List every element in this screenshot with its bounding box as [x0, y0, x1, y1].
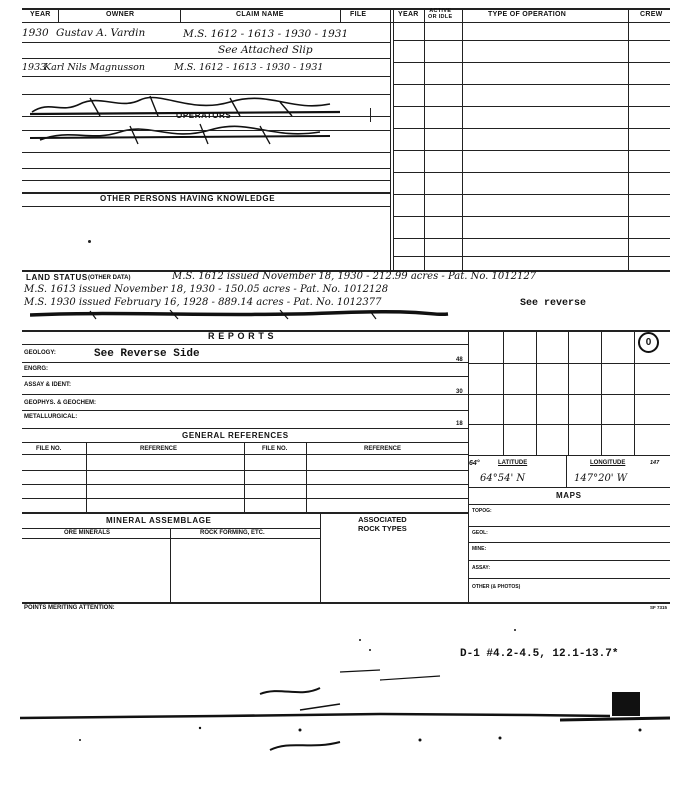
engrg-label: ENGRG:	[24, 366, 48, 372]
owner-name-2: Karl Nils Magnusson	[44, 62, 145, 73]
latitude-value: 64°54' N	[480, 473, 526, 484]
mineral-assemblage-title: MINERAL ASSEMBLAGE	[106, 516, 212, 525]
report-number-18: 18	[456, 421, 463, 427]
header-year: YEAR	[30, 11, 51, 18]
see-reverse-note: See reverse	[520, 298, 587, 309]
land-status-line-1: M.S. 1612 issued November 18, 1930 - 212.99 acres - Pat. No. 1012127	[172, 271, 537, 282]
longitude-value: 147°20' W	[574, 473, 628, 484]
crossed-out-land-line	[30, 308, 450, 320]
scan-artifacts	[0, 600, 678, 809]
owner-claim-2: M.S. 1612 - 1613 - 1930 - 1931	[174, 62, 324, 73]
circled-number: 0	[638, 332, 659, 353]
longitude-prefix: 147	[650, 460, 660, 466]
maps-mine-label: MINE:	[472, 546, 487, 552]
ref-col-reference: REFERENCE	[140, 446, 178, 452]
maps-topog-label: TOPOG:	[472, 508, 492, 514]
latitude-label: LATITUDE	[498, 460, 528, 466]
header-crew: CREW	[640, 11, 663, 18]
geology-label: GEOLOGY:	[24, 350, 56, 356]
report-number-30: 30	[456, 389, 463, 395]
operators-label: OPERATORS	[176, 111, 232, 120]
owner-year-1: 1930	[22, 27, 49, 39]
land-status-line-2: M.S. 1613 issued November 18, 1930 - 150.05 acres - Pat. No. 1012128	[24, 284, 389, 295]
geology-value: See Reverse Side	[94, 348, 200, 360]
longitude-label: LONGITUDE	[590, 460, 626, 466]
maps-other-label: OTHER (& PHOTOS)	[472, 584, 521, 590]
ref-col-file-no: FILE NO.	[36, 446, 62, 452]
header-claim-name: CLAIM NAME	[236, 11, 284, 18]
rock-forming-label: ROCK FORMING, ETC.	[200, 530, 265, 536]
maps-assay-label: ASSAY:	[472, 565, 491, 571]
form-number: SF 7315	[650, 605, 668, 610]
land-status-sublabel: (OTHER DATA)	[88, 275, 131, 281]
crossed-out-operator-signatures	[30, 92, 350, 152]
ref-col-reference-2: REFERENCE	[364, 446, 402, 452]
header-owner: OWNER	[106, 11, 135, 18]
reports-title: R E P O R T S	[208, 331, 275, 341]
header-file: FILE	[350, 11, 367, 18]
owner-note: See Attached Slip	[218, 44, 313, 56]
geophys-geochem-label: GEOPHYS. & GEOCHEM:	[24, 400, 97, 406]
general-references-title: GENERAL REFERENCES	[182, 431, 289, 440]
report-number-48: 48	[456, 357, 463, 363]
maps-title: MAPS	[556, 491, 582, 500]
land-status-line-3: M.S. 1930 issued February 16, 1928 - 889.14 acres - Pat. No. 1012377	[24, 297, 382, 308]
land-status-label: LAND STATUS	[26, 273, 88, 282]
latitude-prefix: 64°	[469, 460, 480, 467]
ore-minerals-label: ORE MINERALS	[64, 530, 111, 536]
header-year-2: YEAR	[398, 11, 419, 18]
ref-col-file-no-2: FILE NO.	[262, 446, 288, 452]
metallurgical-label: METALLURGICAL:	[24, 414, 78, 420]
header-active-or-idle: ACTIVE OR IDLE	[428, 8, 453, 20]
header-type-of-operation: TYPE OF OPERATION	[488, 11, 567, 18]
maps-geol-label: GEOL:	[472, 530, 488, 536]
points-meriting-attention-label: POINTS MERITING ATTENTION:	[24, 605, 115, 611]
other-persons-label: OTHER PERSONS HAVING KNOWLEDGE	[100, 194, 276, 203]
owner-claim-1: M.S. 1612 - 1613 - 1930 - 1931	[183, 28, 349, 40]
owner-name-1: Gustav A. Vardin	[56, 27, 146, 39]
associated-rock-types: ASSOCIATED ROCK TYPES	[358, 515, 407, 533]
drill-note: D-1 #4.2-4.5, 12.1-13.7*	[460, 648, 619, 660]
owner-year-2: 1933	[22, 62, 47, 73]
assay-ident-label: ASSAY & IDENT:	[24, 382, 72, 388]
